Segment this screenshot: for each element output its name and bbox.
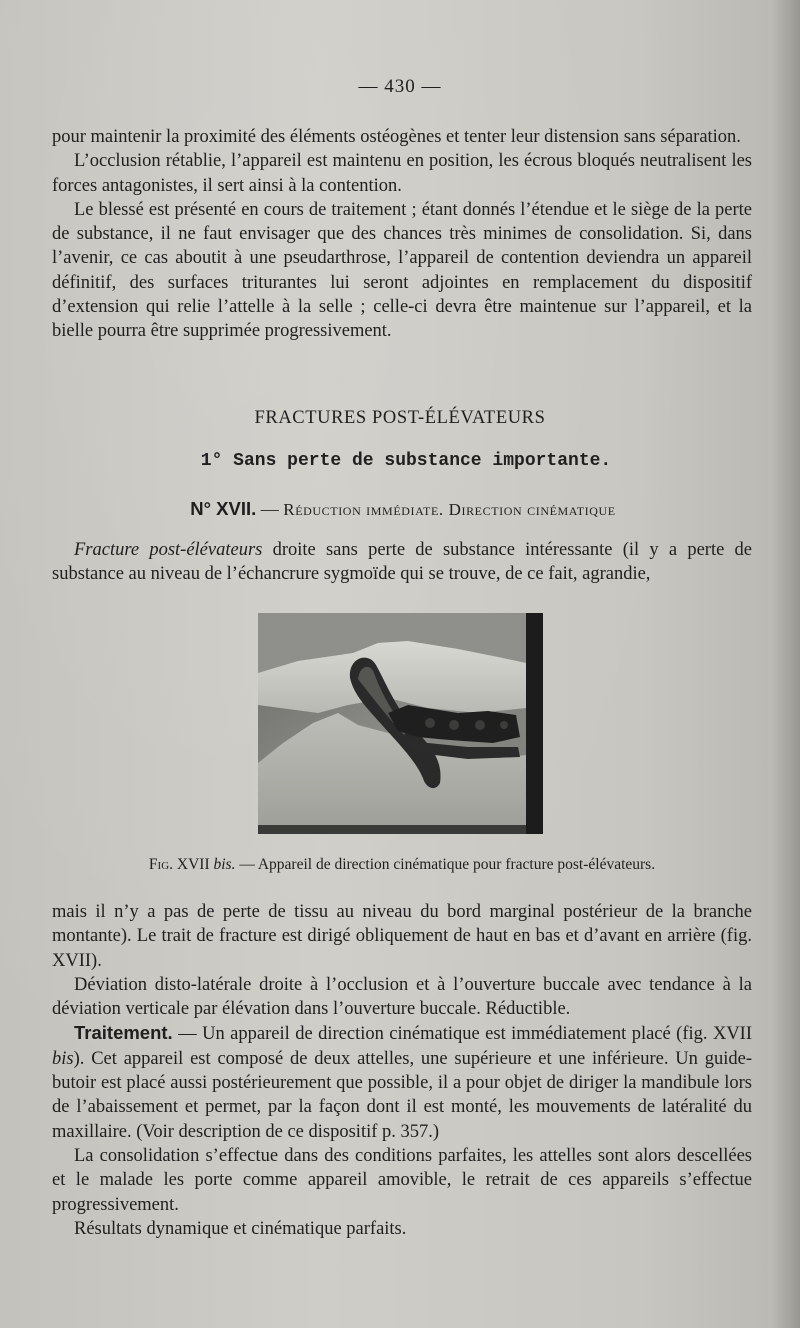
figure-photograph xyxy=(258,613,543,834)
treatment-label: Traitement. xyxy=(74,1022,173,1044)
intro-paragraph-3: Le blessé est présenté en cours de traitement ; étant donnés l’étendue et le siège de la perte de substance, il ne faut envisager que des chances très minimes de consolidation. Si, dans l’avenir, ce cas aboutit à une pseudarthrose, l’appareil de contention deviendra un appareil définitif, des surfaces triturantes lui seront adjointes en remplacement du dispositif d’extension qui relie l’attelle à la selle ; celle-ci devra être maintenue sur l’appareil, et la bielle pourra être supprimée progressivement. xyxy=(52,199,752,342)
figure-caption xyxy=(0,856,800,874)
treatment-bis: bis xyxy=(52,1048,74,1069)
intro-text xyxy=(52,125,752,344)
section-title: FRACTURES POST-ÉLÉVATEURS xyxy=(254,408,546,428)
body-paragraph-2: Déviation disto-latérale droite à l’occlusion et à l’ouverture buccale avec tendance à la déviation verticale par élévation dans l’ouverture buccale. Réductible. xyxy=(52,974,752,1020)
body-paragraph-1: mais il n’y a pas de perte de tissu au niveau du bord marginal postérieur de la branche montante). Le trait de fracture est dirigé obliquement de haut en bas et d’avant en arrière (fig. XVII). xyxy=(52,902,752,971)
case-intro-paragraph xyxy=(52,538,752,587)
figure-number: XVII xyxy=(173,856,214,873)
body-paragraph-4: La consolidation s’effectue dans des conditions parfaites, les attelles sont alors descellées et le malade les porte comme appareil amovible, le retrait de ces appareils s’effectue progressivement. xyxy=(52,1145,752,1215)
case-heading xyxy=(0,498,800,520)
figure-label: Fig. xyxy=(148,856,174,873)
dental-appliance-photo xyxy=(258,613,543,834)
case-intro-rest: droite sans perte de substance intéressante (il y a perte de substance au niveau de l’échancrure sygmoïde qui se trouve, de ce fait, agrandie, xyxy=(52,540,752,585)
treatment-text-a: — Un appareil de direction cinématique est immédiatement placé (fig. XVII xyxy=(172,1024,752,1045)
page-number: — 430 — xyxy=(358,76,442,97)
figure-text: — Appareil de direction cinématique pour fracture post-élévateurs. xyxy=(235,856,656,873)
body-text xyxy=(52,900,752,1241)
figure-bis: bis. xyxy=(213,856,236,873)
case-dash: — xyxy=(256,499,284,519)
body-paragraph-3 xyxy=(52,1021,752,1143)
case-number: N° XVII. xyxy=(190,498,257,519)
case-intro-italic: Fracture post-élévateurs xyxy=(74,540,263,560)
intro-paragraph-2: L’occlusion rétablie, l’appareil est maintenu en position, les écrous bloqués neutralisent les forces antagonistes, il sert ainsi à la contention. xyxy=(52,151,752,196)
case-title: Réduction immédiate. Direction cinématique xyxy=(283,500,616,519)
intro-paragraph-1: pour maintenir la proximité des éléments ostéogènes et tenter leur distension sans séparation. xyxy=(52,127,741,147)
treatment-text-b: ). Cet appareil est composé de deux attelles, une supérieure et une inférieure. Un guide-butoir est placé aussi postérieurement que possible, il a pour objet de diriger la mandibule lors de l’abaissement et permet, par la façon dont il est monté, les mouvements de latéralité du maxillaire. (Voir description de ce dispositif p. 357.) xyxy=(52,1048,752,1142)
body-paragraph-5: Résultats dynamique et cinématique parfaits. xyxy=(74,1218,407,1239)
subsection-title: 1° Sans perte de substance importante. xyxy=(200,451,612,471)
case-intro-text xyxy=(52,538,752,587)
